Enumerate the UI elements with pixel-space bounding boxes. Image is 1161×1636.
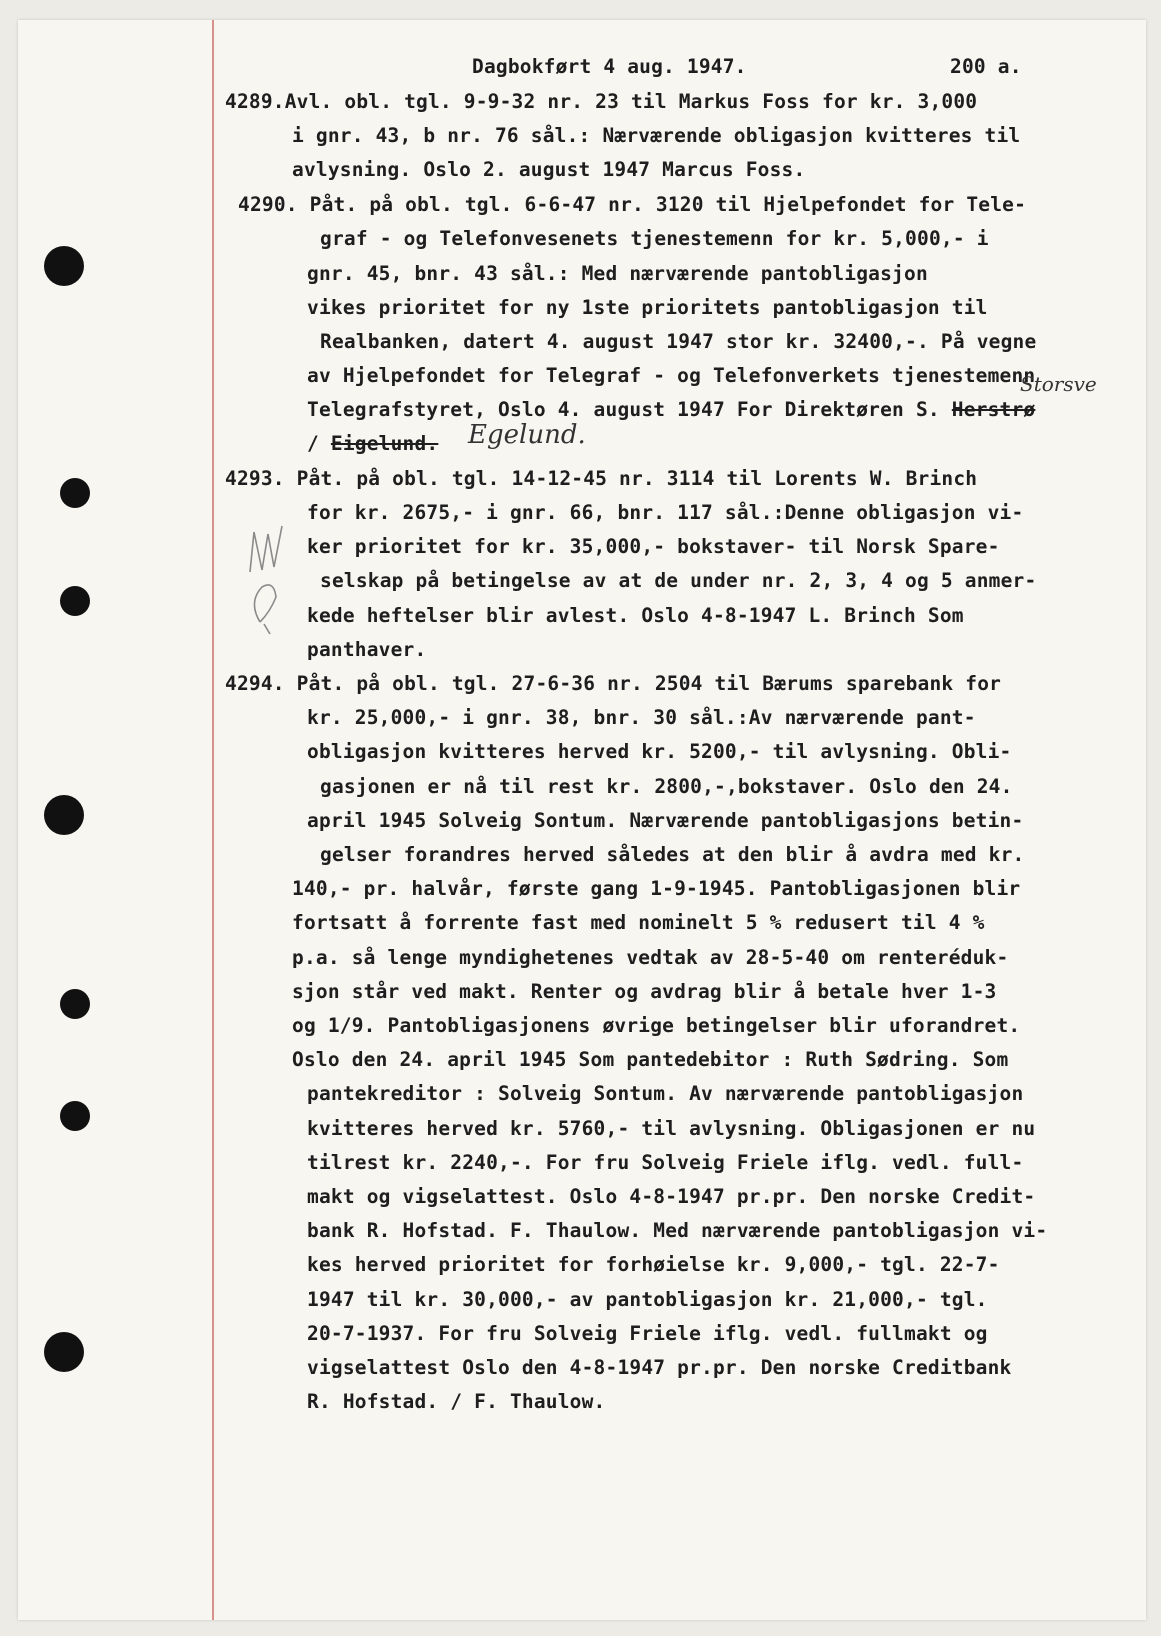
text-line: av Hjelpefondet for Telegraf - og Telefonverkets tjenestemenn: [307, 364, 1036, 387]
text-line: [307, 398, 1035, 421]
text-line-main: /: [307, 432, 331, 455]
text-line: for kr. 2675,- i gnr. 66, bnr. 117 sål.:Denne obligasjon vi-: [307, 501, 1024, 524]
text-line-main: Telegrafstyret, Oslo 4. august 1947 For Direktøren S.: [307, 398, 952, 421]
text-line: vikes prioritet for ny 1ste prioritets pantobligasjon til: [307, 296, 988, 319]
text-line: avlysning. Oslo 2. august 1947 Marcus Foss.: [292, 158, 806, 181]
text-line: 1947 til kr. 30,000,- av pantobligasjon kr. 21,000,- tgl.: [307, 1288, 988, 1311]
text-line: pantekreditor : Solveig Sontum. Av nærværende pantobligasjon: [307, 1082, 1024, 1105]
text-line: ker prioritet for kr. 35,000,- bokstaver- til Norsk Spare-: [307, 535, 1000, 558]
text-line: april 1945 Solveig Sontum. Nærværende pantobligasjons betin-: [307, 809, 1024, 832]
punch-hole: [60, 1101, 90, 1131]
text-line: makt og vigselattest. Oslo 4-8-1947 pr.pr. Den norske Credit-: [307, 1185, 1036, 1208]
punch-hole: [44, 1332, 84, 1372]
page-number: 200 a.: [950, 55, 1022, 78]
handwritten-signature: Egelund.: [468, 420, 586, 450]
text-line: 20-7-1937. For fru Solveig Friele iflg. vedl. fullmakt og: [307, 1322, 988, 1345]
text-line: kvitteres herved kr. 5760,- til avlysning. Obligasjonen er nu: [307, 1117, 1036, 1140]
struck-name: Herstrø: [951, 398, 1036, 421]
text-line: R. Hofstad. / F. Thaulow.: [307, 1390, 606, 1413]
text-line: obligasjon kvitteres herved kr. 5200,- til avlysning. Obli-: [307, 740, 1012, 763]
text-line: kes herved prioritet for forhøielse kr. 9,000,- tgl. 22-7-: [307, 1253, 1000, 1276]
text-line: Realbanken, datert 4. august 1947 stor kr. 32400,-. På vegne: [320, 330, 1037, 353]
punch-hole: [44, 246, 84, 286]
text-line: bank R. Hofstad. F. Thaulow. Med nærværende pantobligasjon vi-: [307, 1219, 1048, 1242]
text-line: p.a. så lenge myndighetenes vedtak av 28-5-40 om renteréduk-: [292, 946, 1009, 969]
text-line: 4294. Påt. på obl. tgl. 27-6-36 nr. 2504 til Bærums sparebank for: [225, 672, 1002, 695]
punch-hole: [60, 586, 90, 616]
text-line: selskap på betingelse av at de under nr. 2, 3, 4 og 5 anmer-: [320, 569, 1037, 592]
dagbok-header: Dagbokført 4 aug. 1947.: [472, 55, 747, 78]
punch-hole: [60, 989, 90, 1019]
text-line: Oslo den 24. april 1945 Som pantedebitor : Ruth Sødring. Som: [292, 1048, 1009, 1071]
text-line: kede heftelser blir avlest. Oslo 4-8-1947 L. Brinch Som: [307, 604, 964, 627]
punch-hole: [44, 795, 84, 835]
struck-name: Eigelund.: [330, 432, 439, 455]
text-line: panthaver.: [307, 638, 427, 661]
text-line: 4293. Påt. på obl. tgl. 14-12-45 nr. 3114 til Lorents W. Brinch: [225, 467, 978, 490]
pencil-mark: [240, 512, 310, 637]
text-line: i gnr. 43, b nr. 76 sål.: Nærværende obligasjon kvitteres til: [292, 124, 1021, 147]
handwritten-correction: Storsve: [1020, 372, 1097, 396]
margin-rule: [212, 20, 214, 1620]
text-line: vigselattest Oslo den 4-8-1947 pr.pr. Den norske Creditbank: [307, 1356, 1012, 1379]
text-line: kr. 25,000,- i gnr. 38, bnr. 30 sål.:Av nærværende pant-: [307, 706, 976, 729]
text-line: 140,- pr. halvår, første gang 1-9-1945. Pantobligasjonen blir: [292, 877, 1021, 900]
text-line: 4289.Avl. obl. tgl. 9-9-32 nr. 23 til Markus Foss for kr. 3,000: [225, 90, 978, 113]
text-line: [307, 432, 438, 455]
text-line: 4290. Påt. på obl. tgl. 6-6-47 nr. 3120 til Hjelpefondet for Tele-: [238, 193, 1027, 216]
text-line: gnr. 45, bnr. 43 sål.: Med nærværende pantobligasjon: [307, 262, 928, 285]
text-line: og 1/9. Pantobligasjonens øvrige betingelser blir uforandret.: [292, 1014, 1021, 1037]
text-line: graf - og Telefonvesenets tjenestemenn for kr. 5,000,- i: [320, 227, 989, 250]
text-line: gasjonen er nå til rest kr. 2800,-,bokstaver. Oslo den 24.: [320, 775, 1013, 798]
text-line: gelser forandres herved således at den blir å avdra med kr.: [320, 843, 1025, 866]
text-line: sjon står ved makt. Renter og avdrag blir å betale hver 1-3: [292, 980, 997, 1003]
punch-hole: [60, 478, 90, 508]
text-line: fortsatt å forrente fast med nominelt 5 % redusert til 4 %: [292, 911, 985, 934]
text-line: tilrest kr. 2240,-. For fru Solveig Friele iflg. vedl. full-: [307, 1151, 1024, 1174]
